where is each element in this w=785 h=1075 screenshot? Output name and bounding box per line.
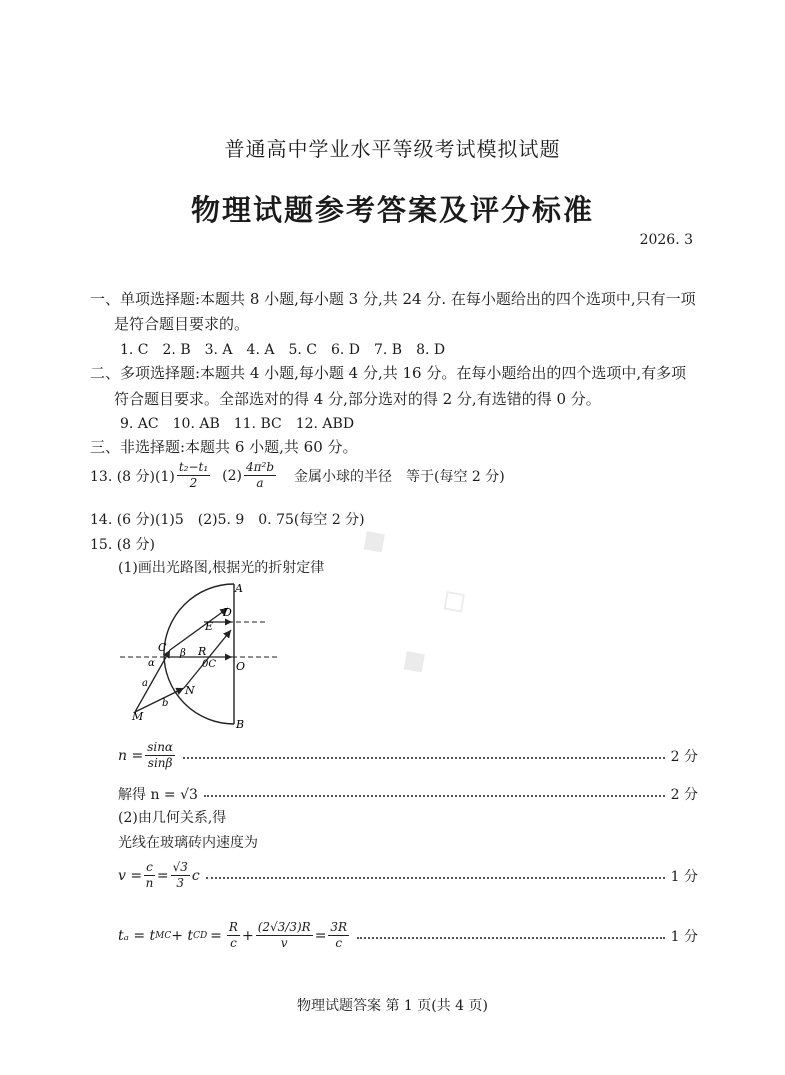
section2-answers: 9. AC 10. AB 11. BC 12. ABD bbox=[120, 416, 355, 432]
eq4-score: 1 分 bbox=[670, 928, 698, 945]
eq4-fraction-2 bbox=[256, 920, 313, 951]
label-D: D bbox=[223, 606, 232, 619]
section3-heading: 三、非选择题:本题共 6 小题,共 60 分。 bbox=[90, 438, 358, 456]
eq3-tail: c bbox=[191, 867, 200, 884]
label-B: B bbox=[236, 718, 245, 731]
label-E: E bbox=[205, 620, 214, 633]
eq3-f1-num: c bbox=[146, 860, 153, 874]
label-M: M bbox=[132, 710, 144, 723]
eq1-num: sinα bbox=[147, 740, 174, 754]
eq4-plus2: + bbox=[241, 927, 254, 944]
eq4-f1-den: c bbox=[230, 936, 237, 950]
eq1-score: 2 分 bbox=[670, 748, 698, 765]
dot-leader bbox=[357, 937, 665, 939]
eq3-mid: = bbox=[156, 867, 169, 884]
label-beta: β bbox=[180, 648, 186, 659]
eq4-eq2: = bbox=[314, 927, 327, 944]
eq2-lhs: 解得 n = √3 bbox=[118, 787, 198, 803]
q15-speed-text: 光线在玻璃砖内速度为 bbox=[118, 835, 258, 851]
eq2-score: 2 分 bbox=[670, 787, 698, 803]
eq3-fraction-2 bbox=[171, 860, 190, 891]
q13-fraction-1 bbox=[177, 460, 210, 491]
exam-date: 2026. 3 bbox=[639, 232, 693, 248]
section1-answers: 1. C 2. B 3. A 4. A 5. C 6. D 7. B 8. D bbox=[120, 342, 446, 358]
q13-fraction-2 bbox=[244, 460, 276, 491]
eq4-plus: + t bbox=[171, 927, 194, 944]
q13-frac1-num: t₂−t₁ bbox=[178, 460, 209, 474]
q13-text3: 金属小球的半径 等于(每空 2 分) bbox=[294, 468, 505, 485]
label-N: N bbox=[185, 684, 195, 697]
dot-leader bbox=[183, 757, 665, 759]
eq4-f2-den: v bbox=[280, 936, 288, 950]
eq3-lhs: v = bbox=[118, 867, 143, 884]
watermark-mark: ◆ bbox=[390, 636, 436, 684]
eq3-score: 1 分 bbox=[670, 868, 698, 885]
section1-heading: 一、单项选择题:本题共 8 小题,每小题 3 分,共 24 分. 在每小题给出的四个选项中,只有一项 bbox=[90, 290, 696, 308]
section1-heading-cont: 是符合题目要求的。 bbox=[114, 315, 250, 333]
label-alpha: α bbox=[148, 658, 155, 669]
label-C: C bbox=[158, 641, 167, 654]
label-a: a bbox=[142, 678, 148, 689]
eq4-f3-den: c bbox=[335, 936, 343, 950]
label-0C: 0C bbox=[202, 659, 217, 670]
watermark-mark: ◆ bbox=[350, 516, 396, 564]
eq4-fraction-1 bbox=[227, 920, 240, 951]
light-path-diagram bbox=[112, 578, 292, 734]
q13-frac1-den: 2 bbox=[189, 476, 198, 490]
q14-answer: 14. (6 分)(1)5 (2)5. 9 0. 75(每空 2 分) bbox=[90, 512, 365, 528]
eq4-eq: = bbox=[210, 927, 222, 944]
eq3-f1-den: n bbox=[145, 876, 154, 890]
q13-frac2-num: 4π²b bbox=[246, 460, 275, 474]
section2-heading-cont: 符合题目要求。全部选对的得 4 分,部分选对的得 2 分,有选错的得 0 分。 bbox=[114, 390, 601, 408]
eq3-fraction-1 bbox=[144, 860, 155, 891]
section2-heading: 二、多项选择题:本题共 4 小题,每小题 4 分,共 16 分。在每小题给出的四个选项中,有多项 bbox=[90, 364, 687, 382]
q13-label: 13. (8 分)(1) bbox=[90, 468, 175, 485]
q13-part2: (2) bbox=[222, 467, 242, 484]
page-title: 物理试题参考答案及评分标准 bbox=[190, 193, 594, 227]
eq1-fraction bbox=[145, 740, 175, 771]
eq1-lhs: n = bbox=[118, 747, 144, 764]
label-A: A bbox=[235, 582, 243, 595]
eq1-den: sinβ bbox=[147, 756, 173, 770]
eq-refraction-index bbox=[118, 740, 698, 771]
exam-subtitle: 普通高中学业水平等级考试模拟试题 bbox=[224, 137, 561, 161]
q15-intro: (1)画出光路图,根据光的折射定律 bbox=[118, 560, 325, 576]
q13-answer bbox=[90, 460, 505, 491]
page-footer: 物理试题答案 第 1 页(共 4 页) bbox=[297, 998, 488, 1014]
eq4-f2-num: (2√3/3)R bbox=[257, 920, 311, 934]
eq-solution-n bbox=[118, 784, 698, 804]
q15-part2: (2)由几何关系,得 bbox=[118, 810, 227, 826]
eq4-fraction-3 bbox=[328, 920, 349, 951]
watermark-mark: ◇ bbox=[430, 576, 476, 624]
eq-speed bbox=[118, 860, 698, 891]
dot-leader bbox=[206, 877, 665, 879]
eq3-f2-num: √3 bbox=[172, 860, 188, 874]
eq4-sub1: MC bbox=[155, 930, 172, 941]
eq4-lhs: tₐ = t bbox=[118, 927, 156, 944]
eq4-f3-num: 3R bbox=[330, 920, 348, 934]
eq4-f1-num: R bbox=[228, 920, 238, 934]
eq4-sub2: CD bbox=[193, 930, 208, 941]
label-R: R bbox=[198, 645, 207, 658]
dot-leader bbox=[204, 795, 665, 797]
eq-time bbox=[118, 920, 698, 951]
label-b: b bbox=[162, 698, 169, 709]
label-O: O bbox=[236, 660, 246, 673]
eq3-f2-den: 3 bbox=[176, 876, 185, 890]
q15-label: 15. (8 分) bbox=[90, 537, 155, 553]
q13-frac2-den: a bbox=[256, 476, 264, 490]
